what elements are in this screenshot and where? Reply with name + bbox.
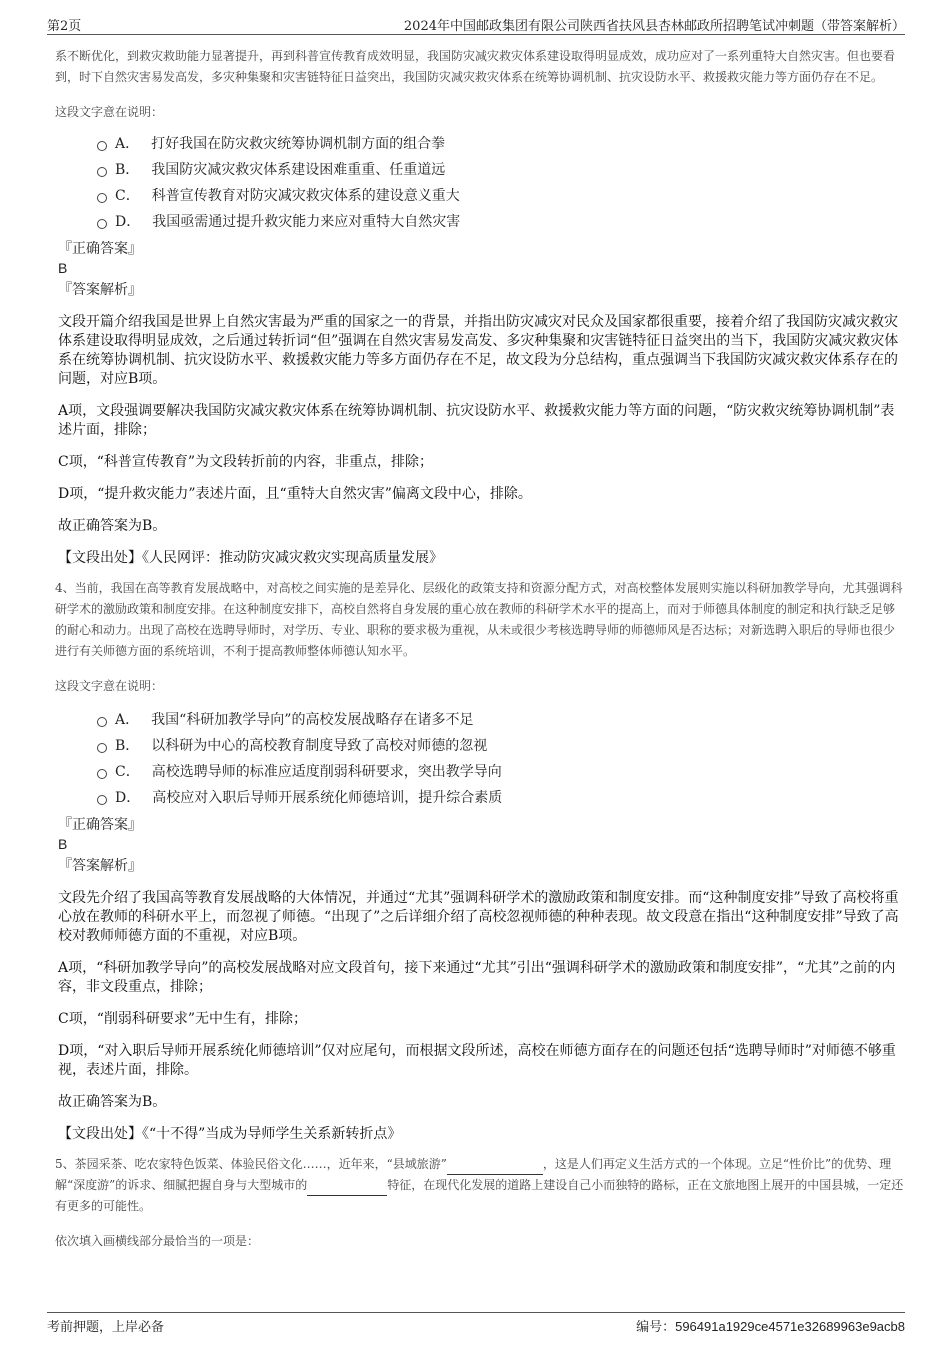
q4-answer-heading: 『正确答案』 xyxy=(58,817,142,833)
q3-options xyxy=(55,131,905,235)
q5-passage xyxy=(55,1154,905,1217)
radio-icon[interactable] xyxy=(97,717,107,727)
radio-icon[interactable] xyxy=(97,769,107,779)
q3-analysis-heading: 『答案解析』 xyxy=(58,282,142,298)
q4-analysis-3: C项，“削弱科研要求”无中生有，排除； xyxy=(58,1011,308,1027)
q4-option-c[interactable]: C． 高校选聘导师的标准应适度削弱科研要求，突出教学导向 xyxy=(97,759,905,785)
footer-slogan: 考前押题，上岸必备 xyxy=(47,1320,165,1335)
q5-blank-2[interactable] xyxy=(307,1181,387,1196)
q3-option-a[interactable]: A． 打好我国在防灾救灾统筹协调机制方面的组合拳 xyxy=(97,131,905,157)
q3-answer: B xyxy=(58,260,68,276)
q4-analysis-5: 故正确答案为B。 xyxy=(58,1094,167,1110)
q4-answer: B xyxy=(58,836,68,852)
q5-passage-part3: 特征，在现代化发展的道路上建设自己小而独特的路标，正在文旅地图上展开的中国县城，一定还有更多的可能性。 xyxy=(55,1178,904,1213)
q4-option-b[interactable]: B． 以科研为中心的高校教育制度导致了高校对师德的忽视 xyxy=(97,733,905,759)
document-title: 2024年中国邮政集团有限公司陕西省扶风县杏林邮政所招聘笔试冲刺题（带答案解析） xyxy=(403,19,905,34)
radio-icon[interactable] xyxy=(97,141,107,151)
q4-option-a[interactable]: A． 我国“科研加教学导向”的高校发展战略存在诸多不足 xyxy=(97,707,905,733)
q3-answer-heading: 『正确答案』 xyxy=(58,241,142,257)
q5-prompt: 依次填入画横线部分最恰当的一项是： xyxy=(55,1234,260,1248)
radio-icon[interactable] xyxy=(97,193,107,203)
q3-analysis-3: C项，“科普宣传教育”为文段转折前的内容，非重点，排除； xyxy=(58,454,434,470)
q4-analysis-heading: 『答案解析』 xyxy=(58,858,142,874)
radio-icon[interactable] xyxy=(97,795,107,805)
q4-analysis-2: A项，“科研加教学导向”的高校发展战略对应文段首句，接下来通过“尤其”引出“强调科研学术的激励政策和制度安排”，“尤其”之前的内容，非文段重点，排除； xyxy=(58,960,896,995)
q4-analysis-1: 文段先介绍了我国高等教育发展战略的大体情况，并通过“尤其”强调科研学术的激励政策和制度安排。而“这种制度安排”导致了高校将重心放在教师的科研水平上，而忽视了师德。“出现了”之后详细介绍了高校忽视师德的种种表现。故文段意在指出“这种制度安排”导致了高校对教师师德方面的不重视，对应B项。 xyxy=(58,890,899,944)
q3-source: 【文段出处】《人民网评：推动防灾减灾救灾实现高质量发展》 xyxy=(58,550,443,566)
q4-passage: 4、当前，我国在高等教育发展战略中，对高校之间实施的是差异化、层级化的政策支持和资源分配方式，对高校整体发展则实施以科研加教学导向，尤其强调科研学术的激励政策和制度安排。在这种制度安排下，高校自然将自身发展的重心放在教师的科研学术水平的提高上，而对于师德具体制度的制定和执行缺乏足够的耐心和动力。出现了高校在选聘导师时，对学历、专业、职称的要求极为重视，从未或很少考核选聘导师的师德师风是否达标；对新选聘入职后的导师也很少进行有关师德方面的系统培训，不利于提高教师整体师德认知水平。 xyxy=(55,581,903,658)
q4-prompt: 这段文字意在说明： xyxy=(55,679,164,693)
page-footer xyxy=(47,1312,905,1335)
q3-prompt: 这段文字意在说明： xyxy=(55,105,164,119)
q4-option-d[interactable]: D． 高校应对入职后导师开展系统化师德培训，提升综合素质 xyxy=(97,785,905,811)
q4-analysis-4: D项，“对入职后导师开展系统化师德培训”仅对应尾句，而根据文段所述，高校在师德方面存在的问题还包括“选聘导师时”对师德不够重视，表述片面，排除。 xyxy=(58,1043,896,1078)
q5-blank-1[interactable] xyxy=(447,1160,543,1175)
footer-code-label: 编号： xyxy=(636,1320,676,1335)
q5-passage-part2: ，这是人们再定义生活方式的一个体现。立足“性价比”的优势、理解“深度游”的诉求、细腻把握自身与大型城市的 xyxy=(55,1157,892,1192)
q3-passage: 系不断优化，到救灾救助能力显著提升，再到科普宣传教育成效明显，我国防灾减灾救灾体系建设取得明显成效，成功应对了一系列重特大自然灾害。但也要看到，时下自然灾害易发高发，多灾种集聚和灾害链特征日益突出，我国防灾减灾救灾体系在统筹协调机制、抗灾设防水平、救援救灾能力等方面仍存在不足。 xyxy=(55,49,896,84)
q5-passage-part1: 5、茶园采茶、吃农家特色饭菜、体验民俗文化……，近年来，“县域旅游” xyxy=(55,1157,447,1171)
page-content xyxy=(55,46,905,1251)
footer-code-value: 596491a1929ce4571e32689963e9acb8 xyxy=(675,1319,905,1334)
page-header xyxy=(47,12,905,35)
q3-analysis-2: A项，文段强调要解决我国防灾减灾救灾体系在统筹协调机制、抗灾设防水平、救援救灾能力等方面的问题，“防灾救灾统筹协调机制”表述片面，排除； xyxy=(58,403,895,438)
radio-icon[interactable] xyxy=(97,167,107,177)
radio-icon[interactable] xyxy=(97,219,107,229)
radio-icon[interactable] xyxy=(97,743,107,753)
q3-option-c[interactable]: C． 科普宣传教育对防灾减灾救灾体系的建设意义重大 xyxy=(97,183,905,209)
q3-analysis-5: 故正确答案为B。 xyxy=(58,518,167,534)
q4-options xyxy=(55,707,905,811)
q4-source: 【文段出处】《“十不得”当成为导师学生关系新转折点》 xyxy=(58,1126,402,1142)
q3-analysis-4: D项，“提升救灾能力”表述片面，且“重特大自然灾害”偏离文段中心，排除。 xyxy=(58,486,532,502)
q3-option-d[interactable]: D． 我国亟需通过提升救灾能力来应对重特大自然灾害 xyxy=(97,209,905,235)
page-number: 第2页 xyxy=(47,19,82,34)
footer-code xyxy=(636,1316,905,1335)
q3-option-b[interactable]: B． 我国防灾减灾救灾体系建设困难重重、任重道远 xyxy=(97,157,905,183)
q3-analysis-1: 文段开篇介绍我国是世界上自然灾害最为严重的国家之一的背景，并指出防灾减灾对民众及国家都很重要，接着介绍了我国防灾减灾救灾体系建设取得明显成效，之后通过转折词“但”强调在自然灾害易发高发、多灾种集聚和灾害链特征日益突出的当下，我国防灾减灾救灾体系在统筹协调机制、抗灾设防水平、救援救灾能力等多方面仍存在不足，故文段为分总结构，重点强调当下我国防灾减灾救灾体系存在的问题，对应B项。 xyxy=(58,314,899,387)
